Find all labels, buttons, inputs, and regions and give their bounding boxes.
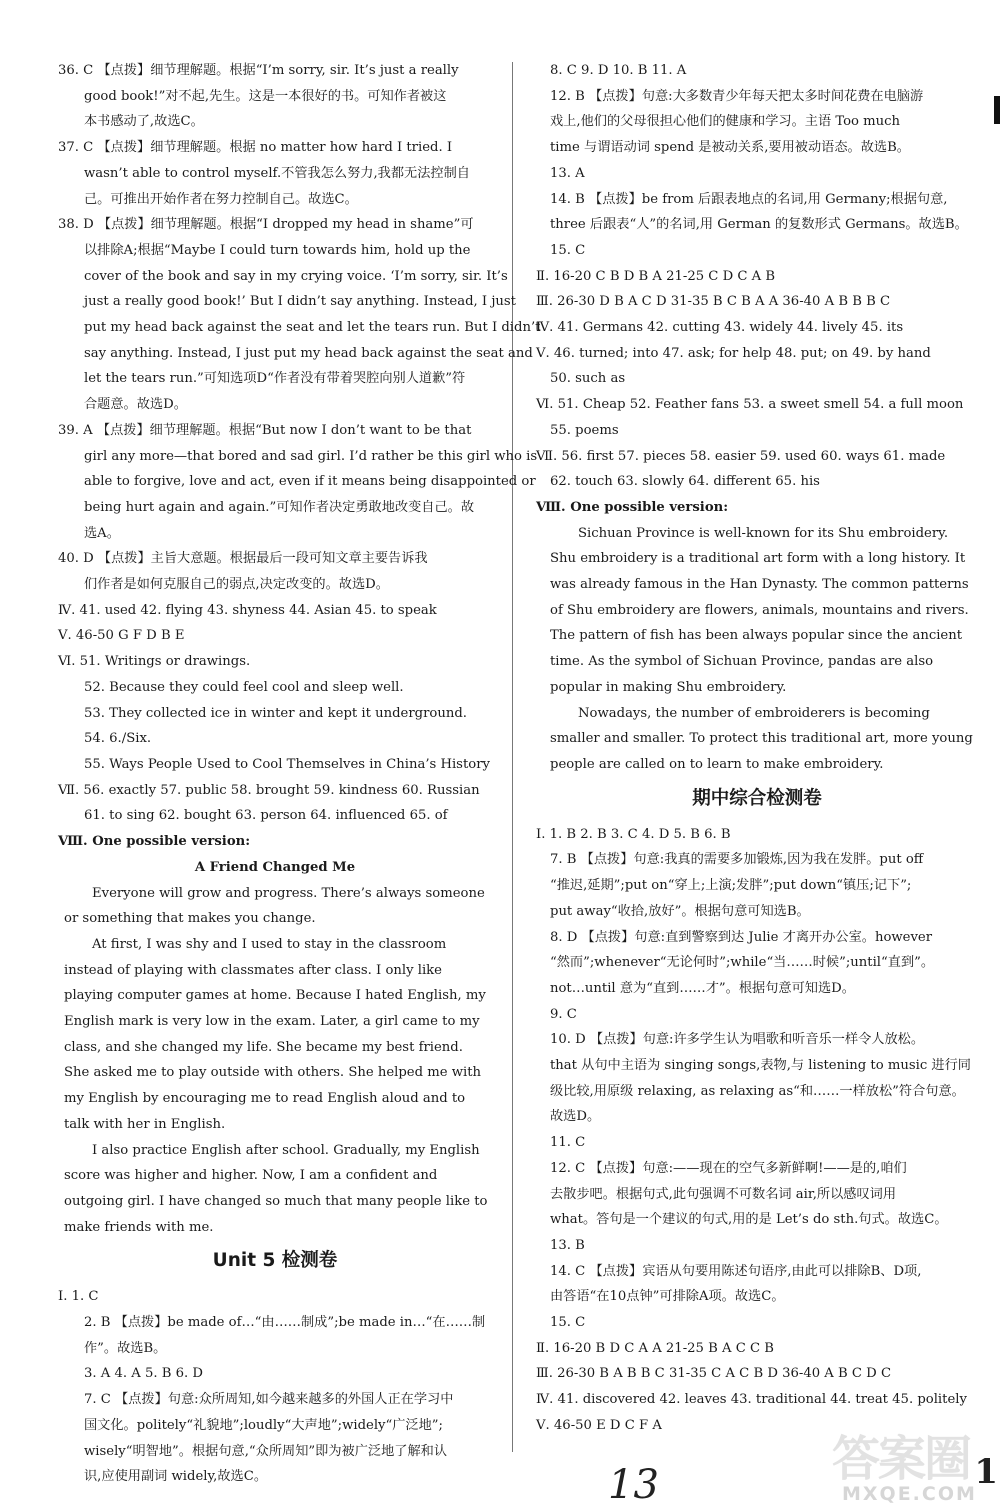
m-section-v: Ⅴ. 46-50 E D C F A — [536, 1417, 662, 1433]
r-section-vi-line1: Ⅵ. 51. Cheap 52. Feather fans 53. a sweet smell 54. a full moon — [536, 397, 964, 413]
q38-line6: say anything. Instead, I just put my head back against the seat and — [84, 345, 533, 361]
q40-line1: 40. D 【点拨】主旨大意题。根据最后一段可知文章主要告诉我 — [58, 551, 428, 567]
q40-line2: 们作者是如何克服自己的弱点,决定改变的。故选D。 — [84, 577, 389, 593]
m-q13: 13. B — [550, 1237, 585, 1253]
section-vi-51: Ⅵ. 51. Writings or drawings. — [58, 654, 251, 670]
r-section-viii-label: Ⅷ. One possible version: — [536, 499, 729, 515]
q39-line5: 选A。 — [84, 525, 120, 541]
q38-line4: just a really good book!’ But I didn’t say anything. Instead, I just — [84, 294, 516, 310]
essay-title: A Friend Changed Me — [194, 859, 356, 875]
m-q11: 11. C — [550, 1135, 586, 1151]
m-section-iv: Ⅳ. 41. discovered 42. leaves 43. traditional 44. treat 45. politely — [536, 1392, 967, 1408]
m-q12-line3: what。答句是一个建议的句式,用的是 Let’s do sth.句式。故选C。 — [550, 1212, 948, 1228]
m-q10-line2: that 从句中主语为 singing songs,表物,与 listening to music 进行同 — [550, 1058, 971, 1074]
m-q12-line1: 12. C 【点拨】句意:——现在的空气多新鲜啊!——是的,咱们 — [550, 1160, 907, 1176]
section-vii-line2: 61. to sing 62. bought 63. person 64. influenced 65. of — [84, 808, 448, 824]
r-section-vi-line2: 55. poems — [550, 422, 619, 438]
m-q12-line2: 去散步吧。根据句式,此句强调不可数名词 air,所以感叹词用 — [550, 1186, 897, 1202]
r-section-iii: Ⅲ. 26-30 D B A C D 31-35 B C B A A 36-40 A B B B C — [536, 294, 891, 310]
q37-line3: 己。可推出开始作者在努力控制自己。故选C。 — [84, 191, 358, 207]
m-q14-line2: 由答语“在10点钟”可排除A项。故选C。 — [550, 1289, 785, 1305]
section-vi-55: 55. Ways People Used to Cool Themselves in China’s History — [84, 756, 490, 772]
r-q13: 13. A — [550, 165, 585, 181]
column-divider — [512, 62, 513, 1452]
section-vi-52: 52. Because they could feel cool and sleep well. — [84, 679, 404, 695]
section-v: Ⅴ. 46-50 G F D B E — [58, 628, 185, 644]
unit5-q2-line1: 2. B 【点拨】be made of…“由……制成”;be made in…“在……制 — [84, 1315, 486, 1331]
unit5-q7-line1: 7. C 【点拨】句意:众所周知,如今越来越多的外国人正在学习中 — [84, 1392, 454, 1408]
unit5-q2-line2: 作”。故选B。 — [84, 1340, 167, 1356]
unit5-q7-line2: 国文化。politely“礼貌地”;loudly“大声地”;widely“广泛地”; — [84, 1417, 443, 1433]
r-q8-11: 8. C 9. D 10. B 11. A — [550, 63, 687, 78]
q37-line2: wasn’t able to control myself.不管我怎么努力,我都无法控制自 — [84, 165, 470, 181]
r-q15: 15. C — [550, 242, 586, 258]
q38-line8: 合题意。故选D。 — [84, 397, 187, 413]
m-section-ii: Ⅱ. 16-20 B D C A A 21-25 B A C C B — [536, 1340, 774, 1356]
r-section-vii-line1: Ⅶ. 56. first 57. pieces 58. easier 59. used 60. ways 61. made — [536, 448, 946, 464]
m-q7-line2: “推迟,延期”;put on“穿上;上演;发胖”;put down“镇压;记下”; — [550, 878, 912, 894]
q39-line4: being hurt again and again.”可知作者决定勇敢地改变自己。故 — [84, 499, 475, 515]
m-q9: 9. C — [550, 1006, 577, 1022]
watermark-logo — [820, 1420, 1000, 1511]
unit5-q7-line3: wisely“明智地”。根据句意,“众所周知”即为被广泛地了解和认 — [84, 1443, 448, 1459]
watermark-big-text: 答案圈 — [832, 1431, 971, 1487]
q38-line3: cover of the book and say in my crying voice. ‘I’m sorry, sir. It’s — [84, 268, 508, 284]
r-section-v-line1: Ⅴ. 46. turned; into 47. ask; for help 48. put; on 49. by hand — [536, 345, 931, 361]
section-vi-54: 54. 6./Six. — [84, 731, 152, 747]
q38-line7: let the tears run.”可知选项D“作者没有带着哭腔向别人道歉”符 — [84, 371, 466, 387]
unit5-heading: Unit 5 检测卷 — [212, 1250, 338, 1272]
r-section-iv: Ⅳ. 41. Germans 42. cutting 43. widely 44. lively 45. its — [536, 320, 904, 336]
section-vi-53: 53. They collected ice in winter and kept it underground. — [84, 705, 467, 721]
page-number: 13 — [608, 1462, 659, 1508]
watermark-url: MXQE.COM — [842, 1483, 977, 1505]
r-q12-line2: 戏上,他们的父母很担心他们的健康和学习。主语 Too much — [550, 114, 901, 130]
corner-mark: 1 — [974, 1452, 998, 1492]
m-q8-line3: not…until 意为“直到……才”。根据句意可知选D。 — [550, 980, 855, 996]
r-essay-paragraph-2: Nowadays, the number of embroiderers is becoming smaller and smaller. To protect this traditional art, more young people are called on to learn to make embroidery. — [550, 705, 973, 772]
q38-line2: 以排除A;根据“Maybe I could turn towards him, hold up the — [84, 242, 471, 258]
section-iv: Ⅳ. 41. used 42. flying 43. shyness 44. Asian 45. to speak — [58, 602, 437, 618]
unit5-q7-line4: 识,应使用副词 widely,故选C。 — [84, 1469, 268, 1485]
right-column — [536, 58, 978, 1439]
q39-line1: 39. A 【点拨】细节理解题。根据“But now I don’t want to be that — [58, 422, 472, 438]
q38-line5: put my head back against the seat and let the tears run. But I didn’t — [84, 320, 541, 336]
r-q12-line1: 12. B 【点拨】句意:大多数青少年每天把太多时间花费在电脑游 — [550, 88, 924, 104]
m-q8-line1: 8. D 【点拨】句意:直到警察到达 Julie 才离开办公室。however — [550, 929, 933, 945]
m-q1-6: Ⅰ. 1. B 2. B 3. C 4. D 5. B 6. B — [536, 826, 731, 842]
q37-line1: 37. C 【点拨】细节理解题。根据 no matter how hard I tried. I — [58, 140, 453, 156]
section-vii-line1: Ⅶ. 56. exactly 57. public 58. brought 59. kindness 60. Russian — [58, 782, 480, 798]
m-q7-line3: put away“收拾,放好”。根据句意可知选B。 — [550, 903, 810, 919]
q39-line2: girl any more—that bored and sad girl. I’d rather be this girl who is — [84, 448, 538, 464]
r-q14-line2: three 后跟表“人”的名词,用 German 的复数形式 Germans。故选B。 — [550, 217, 968, 233]
m-q10-line1: 10. D 【点拨】句意:许多学生认为唱歌和听音乐一样令人放松。 — [550, 1032, 925, 1048]
unit5-q1: Ⅰ. 1. C — [58, 1289, 99, 1305]
q38-line1: 38. D 【点拨】细节理解题。根据“I dropped my head in shame”可 — [58, 217, 474, 233]
essay-paragraph-2: At first, I was shy and I used to stay in the classroom instead of playing with classmates after class. I only like playing computer games at home. Because I hated English, my English mark is very low in the exam. Later, a girl came to my class, and she changed my life. She became my best friend. She asked me to play outside with others. She helped me with my English by encouraging me to read English aloud and to talk with her in English. — [64, 936, 486, 1132]
midterm-heading: 期中综合检测卷 — [692, 787, 822, 809]
m-section-iii: Ⅲ. 26-30 B A B B C 31-35 C A C B D 36-40 A B C D C — [536, 1366, 892, 1382]
essay-paragraph-3: I also practice English after school. Gradually, my English score was higher and higher. Now, I am a confident and outgoing girl. I have changed so much that many people like to make friends with me. — [64, 1142, 488, 1235]
q36-line3: 本书感动了,故选C。 — [84, 114, 204, 130]
r-q14-line1: 14. B 【点拨】be from 后跟表地点的名词,用 Germany;根据句意, — [550, 191, 948, 207]
r-section-v-line2: 50. such as — [550, 371, 626, 387]
m-q10-line3: 级比较,用原级 relaxing, as relaxing as“和……一样放松”符合句意。 — [550, 1083, 965, 1099]
q36-line1: 36. C 【点拨】细节理解题。根据“I’m sorry, sir. It’s just a really — [58, 63, 459, 78]
q36-line2: good book!”对不起,先生。这是一本很好的书。可知作者被这 — [84, 88, 447, 104]
r-section-vii-line2: 62. touch 63. slowly 64. different 65. his — [550, 474, 820, 490]
unit5-q3-6: 3. A 4. A 5. B 6. D — [84, 1366, 203, 1382]
section-viii-label: Ⅷ. One possible version: — [58, 834, 251, 850]
m-q7-line1: 7. B 【点拨】句意:我真的需要多加锻炼,因为我在发胖。put off — [550, 852, 924, 868]
r-essay-paragraph-1: Sichuan Province is well-known for its Shu embroidery. Shu embroidery is a traditional art form with a long history. It was already famous in the Han Dynasty. The common patterns of Shu embroidery are flowers, animals, mountains and rivers. The pattern of fish has been always popular since the ancient time. As the symbol of Sichuan Province, pandas are also popular in making Shu embroidery. — [550, 525, 969, 695]
q39-line3: able to forgive, love and act, even if it means being disappointed or — [84, 474, 536, 490]
m-q10-line4: 故选D。 — [550, 1109, 601, 1125]
r-section-ii: Ⅱ. 16-20 C B D B A 21-25 C D C A B — [536, 268, 776, 284]
left-column — [58, 58, 541, 1490]
page-edge-mark — [994, 96, 1000, 124]
m-q14-line1: 14. C 【点拨】宾语从句要用陈述句语序,由此可以排除B、D项, — [550, 1263, 922, 1279]
m-q15: 15. C — [550, 1315, 586, 1331]
essay-paragraph-1: Everyone will grow and progress. There’s always someone or something that makes you change. — [64, 885, 485, 927]
m-q8-line2: “然而”;whenever“无论何时”;while“当……时候”;until“直到”。 — [550, 955, 935, 971]
r-q12-line3: time 与谓语动词 spend 是被动关系,要用被动语态。故选B。 — [550, 140, 910, 156]
